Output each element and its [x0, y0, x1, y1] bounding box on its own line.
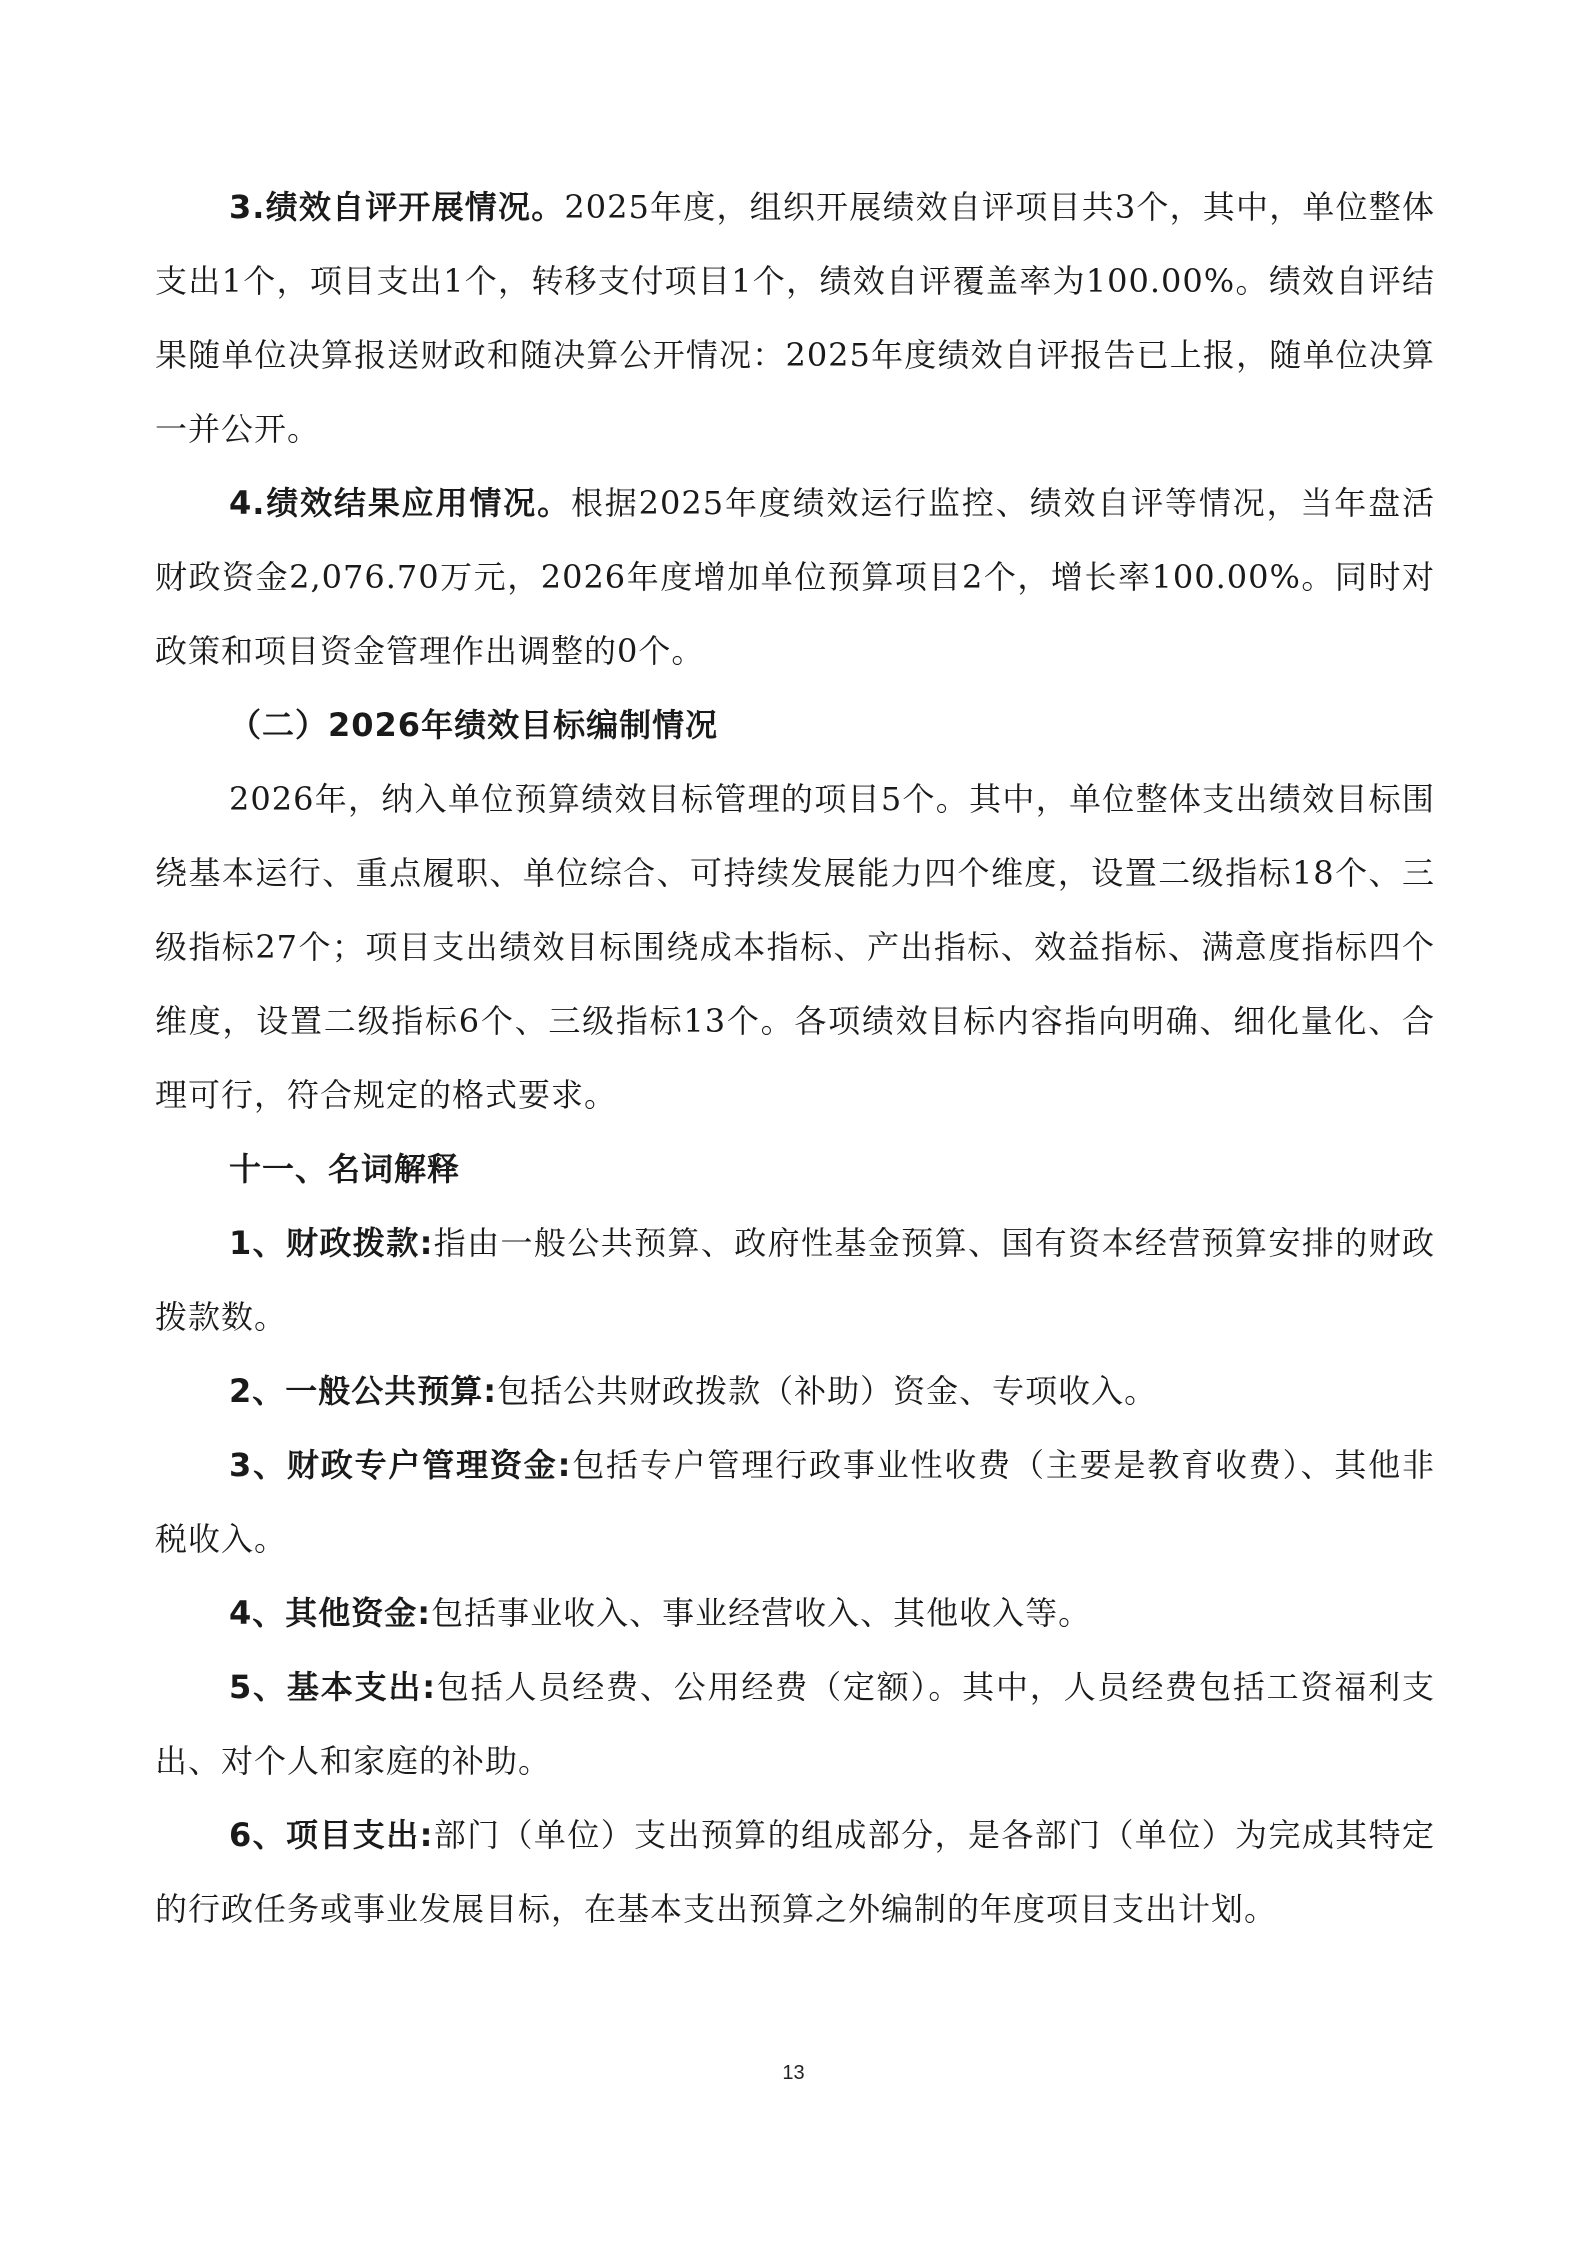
paragraph-targets-2026 — [155, 762, 1435, 1132]
term-label: 3、财政专户管理资金: — [229, 1446, 572, 1484]
term-special-account-funds — [155, 1428, 1435, 1576]
paragraph-text: 2026年，纳入单位预算绩效目标管理的项目5个。其中，单位整体支出绩效目标围绕基本运行、重点履职、单位综合、可持续发展能力四个维度，设置二级指标18个、三级指标27个；项目支出绩效目标围绕成本指标、产出指标、效益指标、满意度指标四个维度，设置二级指标6个、三级指标13个。各项绩效目标内容指向明确、细化量化、合理可行，符合规定的格式要求。 — [155, 780, 1435, 1114]
term-definition: 包括事业收入、事业经营收入、其他收入等。 — [431, 1594, 1092, 1632]
term-other-funds — [155, 1576, 1435, 1650]
term-definition: 部门（单位）支出预算的组成部分，是各部门（单位）为完成其特定的行政任务或事业发展目标，在基本支出预算之外编制的年度项目支出计划。 — [155, 1816, 1435, 1928]
section-heading: 十一、名词解释 — [229, 1150, 461, 1188]
term-fiscal-appropriation — [155, 1206, 1435, 1354]
paragraph-results-application — [155, 466, 1435, 688]
term-general-public-budget — [155, 1354, 1435, 1428]
term-label: 6、项目支出: — [229, 1816, 434, 1854]
term-definition: 指由一般公共预算、政府性基金预算、国有资本经营预算安排的财政拨款数。 — [155, 1224, 1435, 1336]
paragraph-lead: 3.绩效自评开展情况。 — [229, 188, 565, 226]
paragraph-lead: 4.绩效结果应用情况。 — [229, 484, 571, 522]
term-definition: 包括人员经费、公用经费（定额）。其中，人员经费包括工资福利支出、对个人和家庭的补助。 — [155, 1668, 1435, 1780]
page-number: 13 — [782, 2062, 805, 2084]
term-basic-expenditure — [155, 1650, 1435, 1798]
paragraph-text: 根据2025年度绩效运行监控、绩效自评等情况，当年盘活财政资金2,076.70万元，2026年度增加单位预算项目2个，增长率100.00%。同时对政策和项目资金管理作出调整的0个。 — [155, 484, 1435, 670]
term-label: 2、一般公共预算: — [229, 1372, 498, 1410]
term-definition: 包括公共财政拨款（补助）资金、专项收入。 — [497, 1372, 1158, 1410]
paragraph-text: 2025年度，组织开展绩效自评项目共3个，其中，单位整体支出1个，项目支出1个，转移支付项目1个，绩效自评覆盖率为100.00%。绩效自评结果随单位决算报送财政和随决算公开情况：2025年度绩效自评报告已上报，随单位决算一并公开。 — [155, 188, 1435, 448]
subsection-heading: （二）2026年绩效目标编制情况 — [229, 706, 719, 744]
term-project-expenditure — [155, 1798, 1435, 1946]
term-label: 5、基本支出: — [229, 1668, 437, 1706]
document-body — [155, 170, 1435, 1946]
term-label: 1、财政拨款: — [229, 1224, 434, 1262]
term-label: 4、其他资金: — [229, 1594, 432, 1632]
paragraph-self-evaluation — [155, 170, 1435, 466]
term-definition: 包括专户管理行政事业性收费（主要是教育收费）、其他非税收入。 — [155, 1446, 1435, 1558]
